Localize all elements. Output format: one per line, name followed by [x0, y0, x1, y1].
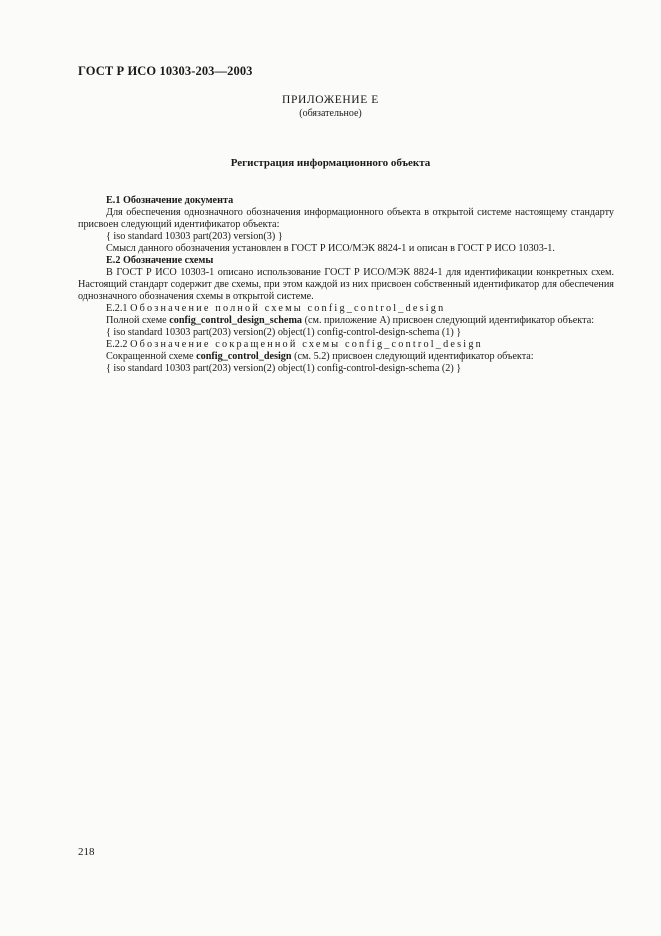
section-e21-paragraph: [78, 315, 614, 327]
section-e21-schema-name: config_control_design_schema: [169, 315, 303, 326]
section-e22-number: Е.2.2: [106, 339, 128, 350]
appendix-subtitle: (обязательное): [299, 108, 362, 119]
section-e1-paragraph-2: Смысл данного обозначения установлен в ГОСТ Р ИСО/МЭК 8824-1 и описан в ГОСТ Р ИСО 10303-1.: [106, 243, 555, 254]
section-e22-schema-name: config_control_design: [196, 351, 292, 362]
section-e22-identifier: { iso standard 10303 part(203) version(2) object(1) config-control-design-schema (2) }: [106, 363, 462, 374]
section-e21-text-after: (см. приложение А) присвоен следующий идентификатор объекта:: [304, 315, 595, 326]
section-e22-text-after: (см. 5.2) присвоен следующий идентификатор объекта:: [294, 351, 534, 362]
section-e21-heading: [78, 303, 614, 315]
section-e2-heading: Е.2 Обозначение схемы: [106, 255, 214, 266]
section-e22-title: Обозначение сокращенной схемы config_control_design: [130, 339, 483, 350]
section-e21-text-before: Полной схеме: [106, 315, 167, 326]
section-e1-heading: Е.1 Обозначение документа: [106, 195, 234, 206]
section-e2-paragraph: В ГОСТ Р ИСО 10303-1 описано использование ГОСТ Р ИСО/МЭК 8824-1 для идентификации конкретных схем. Настоящий стандарт содержит две схемы, при этом каждой из них присвоен собственный идентификатор для обеспечения однозначного обозначения схемы в открытой системе.: [78, 267, 614, 302]
section-e1-identifier: { iso standard 10303 part(203) version(3) }: [106, 231, 283, 242]
appendix-title: ПРИЛОЖЕНИЕ Е: [282, 94, 379, 106]
section-e22-paragraph: [78, 351, 614, 363]
section-e22-heading: [78, 339, 614, 351]
document-body: [78, 195, 614, 375]
section-e22-text-before: Сокращенной схеме: [106, 351, 194, 362]
section-e21-identifier: { iso standard 10303 part(203) version(2) object(1) config-control-design-schema (1) }: [106, 327, 462, 338]
appendix-heading: Регистрация информационного объекта: [230, 157, 431, 169]
page-number: 218: [78, 846, 95, 858]
section-e21-title: Обозначение полной схемы config_control_design: [130, 303, 446, 314]
standard-header: ГОСТ Р ИСО 10303-203—2003: [78, 64, 253, 78]
section-e21-number: Е.2.1: [106, 303, 128, 314]
section-e1-paragraph: Для обеспечения однозначного обозначения информационного объекта в открытой системе настоящему стандарту присвоен следующий идентификатор объекта:: [78, 207, 614, 230]
